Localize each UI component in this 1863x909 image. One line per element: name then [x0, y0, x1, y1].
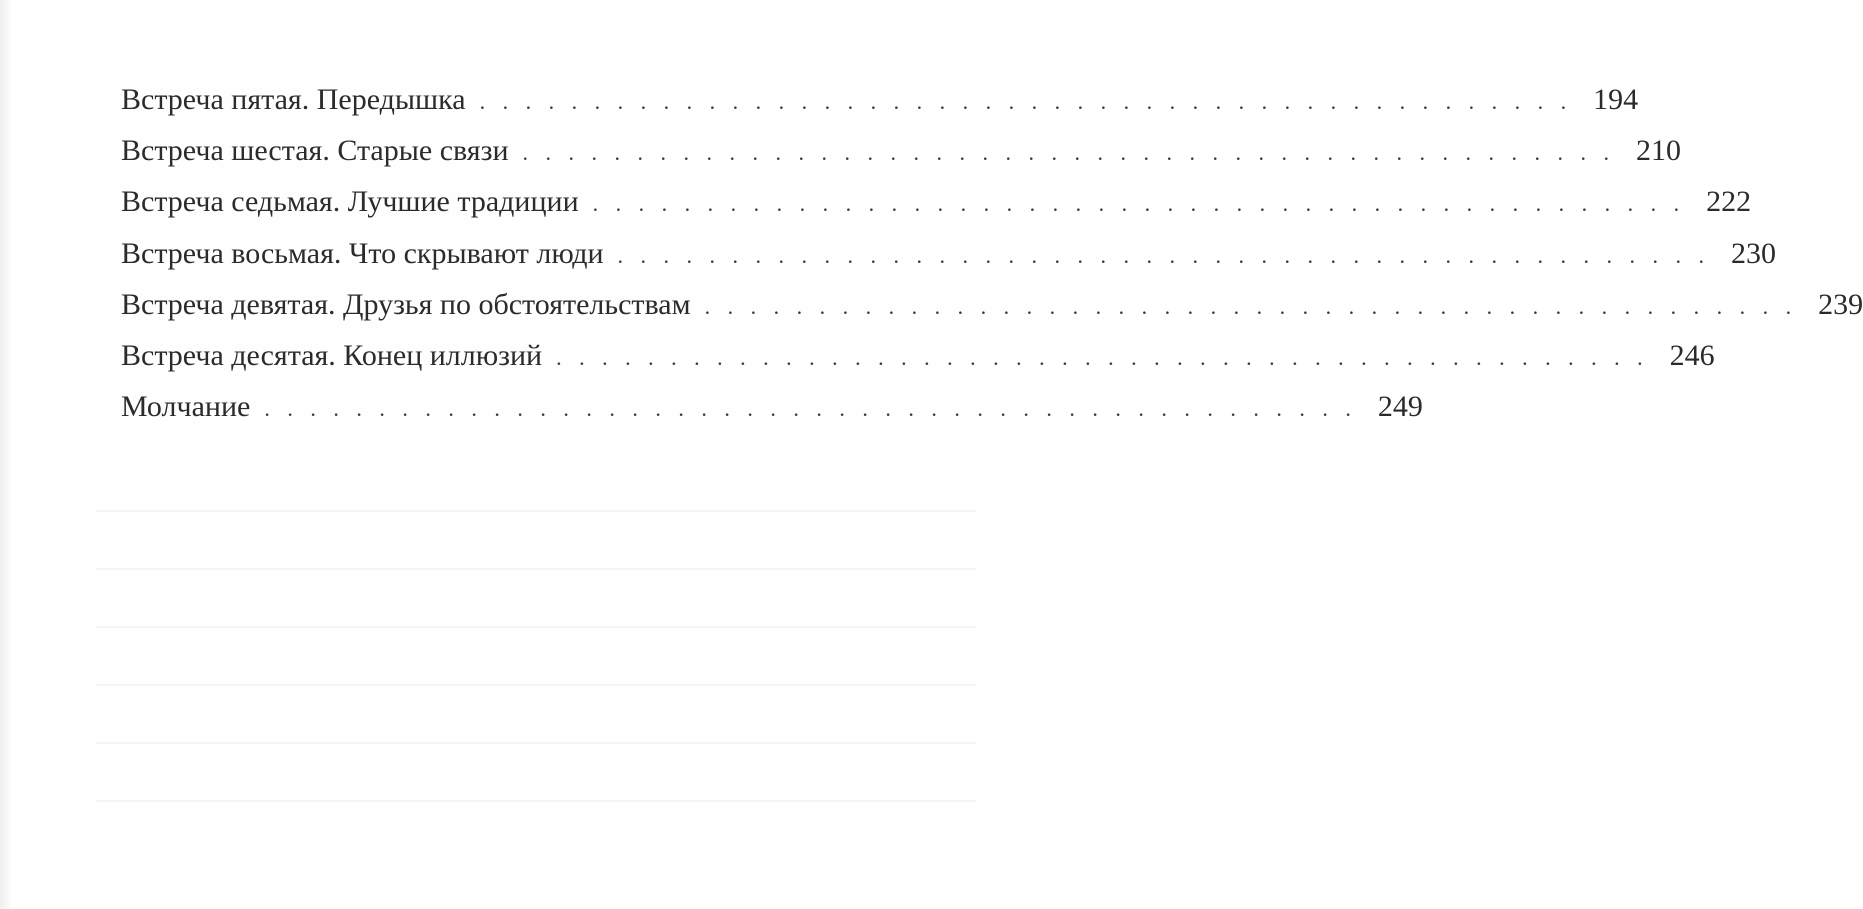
- toc-entry: [121, 381, 1423, 432]
- toc-entry-page: 230: [1731, 236, 1777, 270]
- toc-dot-leader: . . . . . . . . . . . . . . . . . . . . . . . . . . . . . . . . . . . . . . . . . . . . . . . .: [479, 89, 1573, 114]
- toc-entry: [121, 125, 1682, 176]
- toc-entry: [121, 74, 1639, 125]
- toc-dot-leader: . . . . . . . . . . . . . . . . . . . . . . . . . . . . . . . . . . . . . . . . . . . . . . . .: [264, 396, 1357, 422]
- toc-entry: [121, 228, 1777, 279]
- toc-entry-page: 210: [1636, 134, 1682, 168]
- show-through-line: [96, 742, 976, 744]
- show-through-line: [96, 568, 976, 570]
- toc-entry-title: Встреча десятая. Конец иллюзий: [121, 338, 543, 372]
- toc-entry-page: 249: [1377, 390, 1423, 424]
- show-through-line: [96, 684, 976, 686]
- toc-dot-leader: . . . . . . . . . . . . . . . . . . . . . . . . . . . . . . . . . . . . . . . . . . . . . . . .: [617, 242, 1711, 268]
- toc-entry-page: 246: [1669, 338, 1715, 372]
- toc-dot-leader: . . . . . . . . . . . . . . . . . . . . . . . . . . . . . . . . . . . . . . . . . . . . . . . .: [556, 344, 1649, 370]
- toc-entry: [121, 330, 1715, 381]
- toc-entry-title: Встреча седьмая. Лучшие традиции: [121, 185, 579, 219]
- toc-entry-title: Встреча девятая. Друзья по обстоятельствам: [121, 287, 691, 321]
- page-edge-shadow: [0, 0, 12, 909]
- show-through-line: [96, 510, 976, 512]
- toc-entry-page: 194: [1593, 83, 1639, 116]
- toc-entry-title: Встреча пятая. Передышка: [121, 83, 466, 116]
- toc-entry-page: 239: [1818, 287, 1863, 321]
- show-through-line: [96, 800, 976, 802]
- show-through-line: [96, 626, 976, 628]
- toc-entry-title: Встреча восьмая. Что скрывают люди: [121, 236, 604, 270]
- show-through-texture: [96, 510, 976, 890]
- toc-entry-title: Молчание: [121, 390, 251, 424]
- toc-entry: [121, 279, 1863, 330]
- toc-dot-leader: . . . . . . . . . . . . . . . . . . . . . . . . . . . . . . . . . . . . . . . . . . . . . . . .: [704, 293, 1798, 319]
- toc-dot-leader: . . . . . . . . . . . . . . . . . . . . . . . . . . . . . . . . . . . . . . . . . . . . . . . .: [522, 140, 1616, 166]
- toc-dot-leader: . . . . . . . . . . . . . . . . . . . . . . . . . . . . . . . . . . . . . . . . . . . . . . . .: [592, 191, 1686, 217]
- table-of-contents: [121, 74, 1863, 432]
- toc-entry: [121, 176, 1752, 227]
- toc-entry-title: Встреча шестая. Старые связи: [121, 134, 509, 168]
- toc-entry-page: 222: [1706, 185, 1752, 219]
